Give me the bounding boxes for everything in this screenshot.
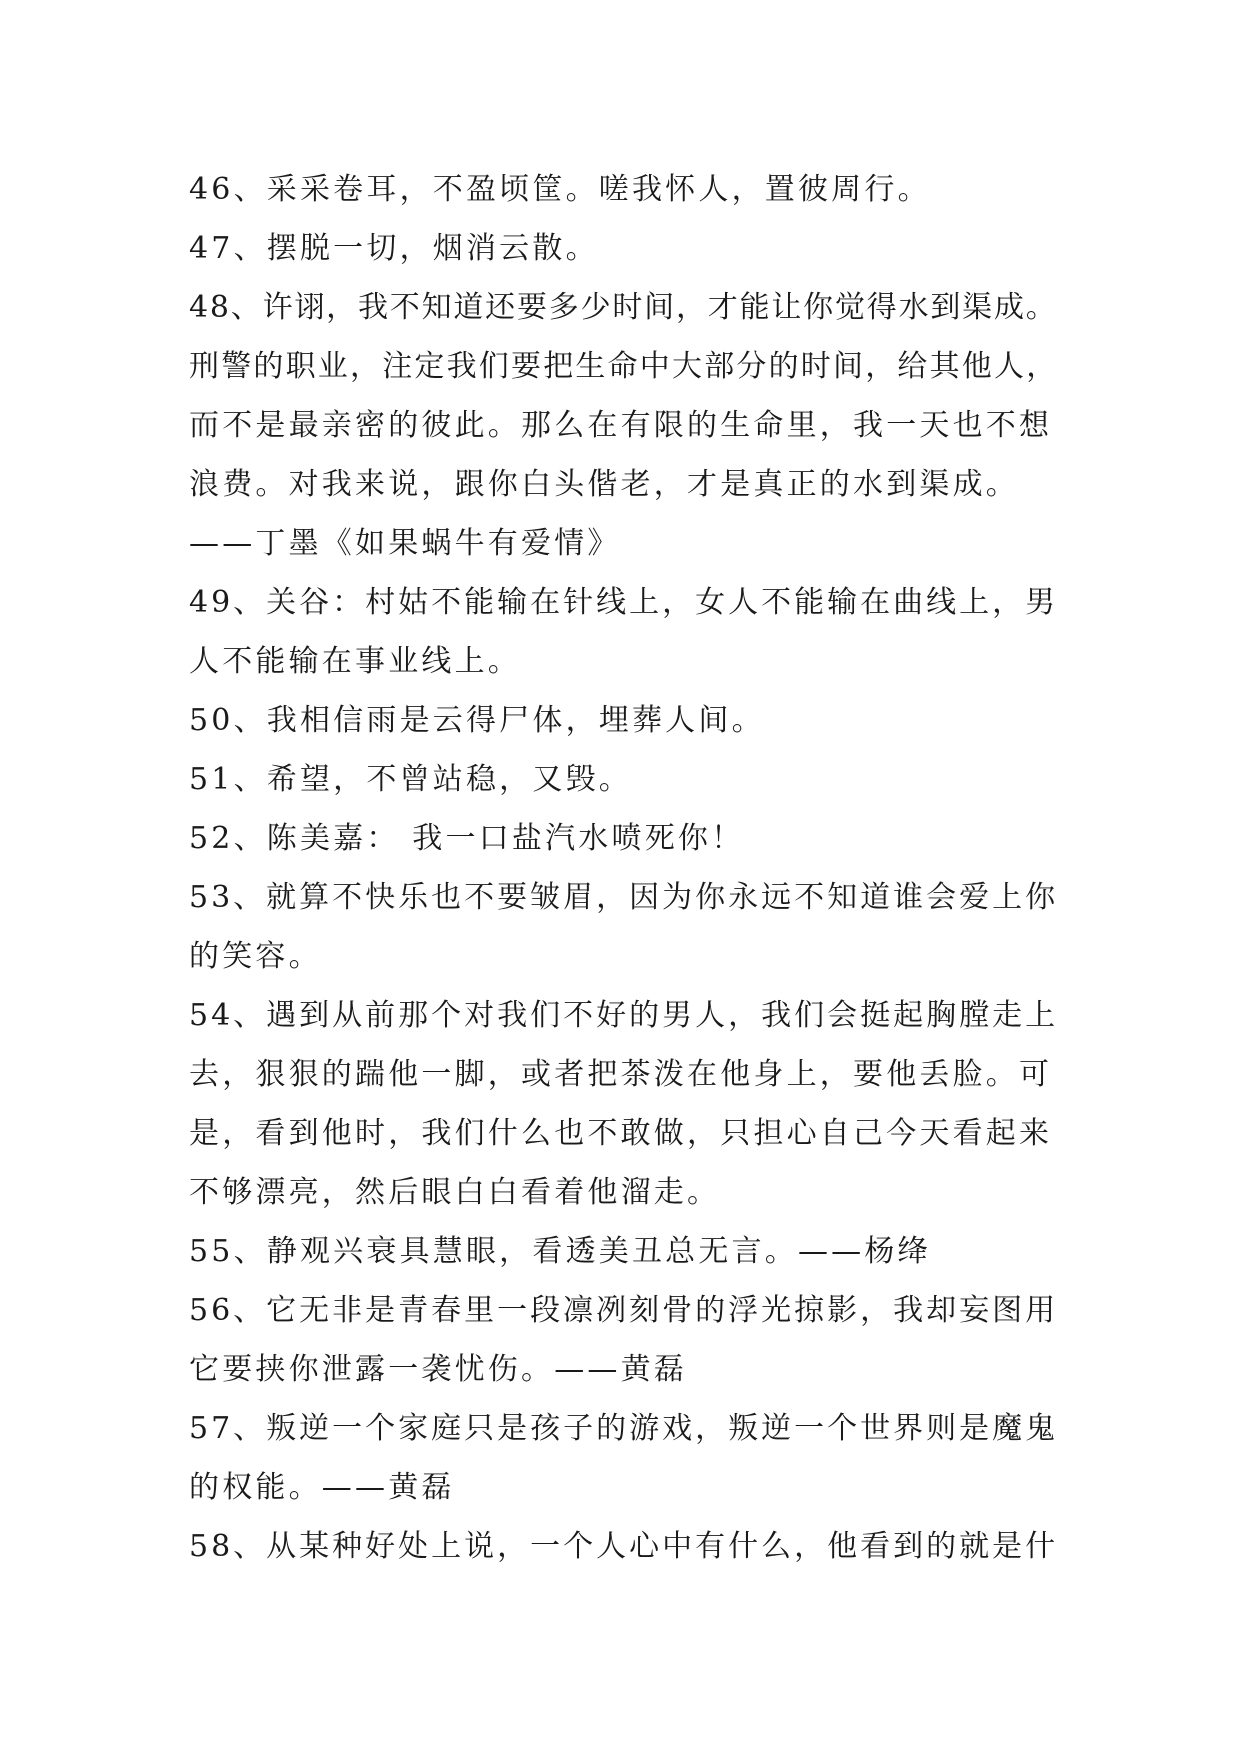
- text-line: 57、叛逆一个家庭只是孩子的游戏，叛逆一个世界则是魔鬼: [189, 1411, 1059, 1446]
- text-line: 50、我相信雨是云得尸体，埋葬人间。: [189, 703, 765, 738]
- text-line: 刑警的职业，注定我们要把生命中大部分的时间，给其他人，: [189, 349, 1059, 384]
- text-line: 49、关谷：村姑不能输在针线上，女人不能输在曲线上，男: [189, 585, 1059, 620]
- text-line: 46、采采卷耳，不盈顷筐。嗟我怀人，置彼周行。: [189, 172, 931, 207]
- text-line: 的笑容。: [189, 939, 322, 974]
- text-line: 去，狠狠的踹他一脚，或者把茶泼在他身上，要他丢脸。可: [189, 1057, 1053, 1092]
- text-body: [189, 160, 1059, 1576]
- text-line: 48、许诩，我不知道还要多少时间，才能让你觉得水到渠成。: [189, 290, 1058, 325]
- text-line: 53、就算不快乐也不要皱眉，因为你永远不知道谁会爱上你: [189, 880, 1059, 915]
- text-line: 是，看到他时，我们什么也不敢做，只担心自己今天看起来: [189, 1116, 1053, 1151]
- text-line: 54、遇到从前那个对我们不好的男人，我们会挺起胸膛走上: [189, 998, 1059, 1033]
- text-line: 52、陈美嘉： 我一口盐汽水喷死你！: [189, 821, 745, 856]
- text-line: 人不能输在事业线上。: [189, 644, 521, 679]
- text-line: ——丁墨《如果蜗牛有爱情》: [189, 526, 621, 561]
- text-line: 55、静观兴衰具慧眼，看透美丑总无言。——杨绛: [189, 1234, 931, 1269]
- text-line: 浪费。对我来说，跟你白头偕老，才是真正的水到渠成。: [189, 467, 1019, 502]
- text-line: 56、它无非是青春里一段凛冽刻骨的浮光掠影，我却妄图用: [189, 1293, 1059, 1328]
- text-line: 51、希望，不曾站稳，又毁。: [189, 762, 632, 797]
- text-line: 47、摆脱一切，烟消云散。: [189, 231, 599, 266]
- text-line: 它要挟你泄露一袭忧伤。——黄磊: [189, 1352, 687, 1387]
- text-line: 不够漂亮，然后眼白白看着他溜走。: [189, 1175, 721, 1210]
- text-line: 58、从某种好处上说，一个人心中有什么，他看到的就是什: [189, 1529, 1059, 1564]
- text-line: 的权能。——黄磊: [189, 1470, 455, 1505]
- text-line: 而不是最亲密的彼此。那么在有限的生命里，我一天也不想: [189, 408, 1053, 443]
